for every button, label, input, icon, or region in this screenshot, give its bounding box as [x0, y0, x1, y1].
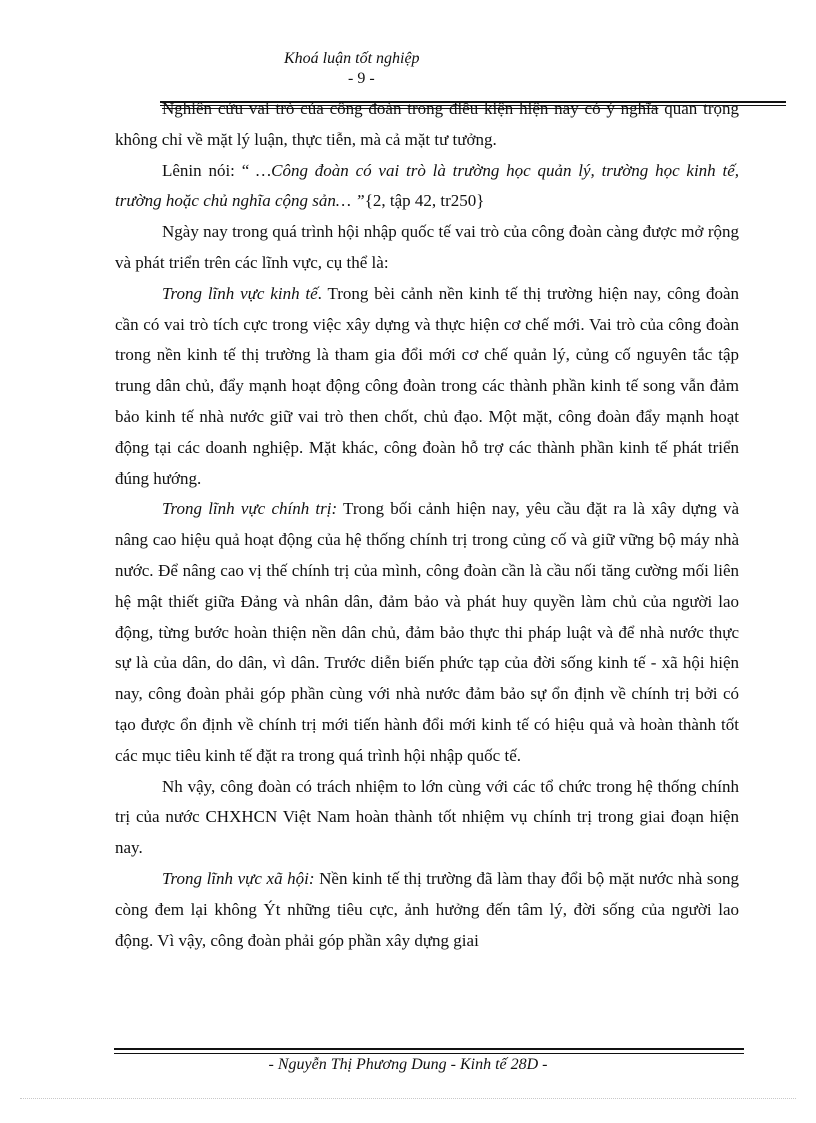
- economy-heading: Trong lĩnh vực kinh tế: [162, 283, 318, 303]
- paragraph-1-rest: quan trọng không chỉ về mặt lý luận, thực tiễn, mà cả mặt tư tưởng.: [115, 99, 739, 149]
- paragraph-3: Ngày nay trong quá trình hội nhập quốc tế vai trò của công đoàn càng được mở rộng và phát triển trên các lĩnh vực, cụ thể là:: [115, 222, 739, 272]
- citation-ref: {2, tập 42, tr250}: [364, 191, 485, 211]
- page-edge-dots: [20, 1098, 796, 1099]
- conclusion-fragment-b: vậy, công đoàn có trách nhiệm to lớn cùng với các tổ chức trong hệ thống chính trị của nước CHXHCN Việt: [115, 776, 739, 827]
- conclusion-fragment-d: hoàn thành tốt nhiệm vụ chính trị trong giai đoạn hiện nay.: [115, 807, 739, 858]
- body-text: [115, 94, 739, 956]
- paragraph-politics: [115, 494, 739, 771]
- footer-author: - Nguyễn Thị Phương Dung - Kinh tế 28D -: [268, 1056, 548, 1073]
- paragraph-2: [115, 156, 739, 218]
- politics-text: Trong bối cảnh hiện nay, yêu cầu đặt ra là xây dựng và nâng cao hiệu quả hoạt động của hệ thống chính trị trong củng cố và giữ vững bộ máy nhà nước. Để nâng cao vị thế chính trị của mình, công đoàn cần là cầu nối tăng cường mối liên hệ mật thiết giữa Đảng và nhân dân, đảm bảo và phát huy quyền làm chủ của người lao động, từng bước hoàn thiện nền dân chủ, đảm bảo thực thi pháp luật và để nhà nước thực sự là của dân, do dân, vì dân. Trước diễn biến phức tạp của đời sống kinh tế - xã hội hiện nay, công đoàn phải góp phần cùng với nhà nước đảm bảo sự ổn định về chính trị bởi có tạo được ổn định về chính trị mới tiến hành đổi mới kinh tế có hiệu quả và hoàn thành tốt các mục tiêu kinh tế đặt ra trong quá trình hội nhập quốc tế.: [115, 499, 739, 765]
- paragraph-1-struck: Nghiên cứu vai trò của công đoàn trong điều kiện hiện nay có ý nghĩa: [162, 99, 659, 118]
- paragraph-2-lead: Lênin nói: “: [162, 160, 257, 180]
- paragraph-1: [115, 94, 739, 156]
- politics-heading: Trong lĩnh vực chính trị:: [162, 499, 338, 519]
- header-title: Khoá luận tốt nghiệp: [284, 50, 420, 67]
- society-heading: Trong lĩnh vực xã hội:: [162, 868, 315, 888]
- conclusion-fragment-c: Nam: [316, 807, 350, 827]
- paragraph-economy: [115, 279, 739, 495]
- paragraph-society: [115, 864, 739, 956]
- conclusion-fragment-a: Nh: [162, 776, 183, 796]
- paragraph-conclusion: [115, 772, 739, 864]
- society-text: Nền kinh tế thị trường đã làm thay đổi bộ mặt nước nhà song còng đem lại không Ýt những tiêu cực, ảnh hưởng đến tâm lý, đời sống của người lao động. Vì vậy, công đoàn phải góp phần xây dựng giai: [115, 868, 739, 950]
- lenin-quote: …Công đoàn có vai trò là trường học quản lý, trường học kinh tế, trường hoặc chủ nghĩa cộng sản… ”: [115, 160, 739, 211]
- footer-rule: [114, 1048, 744, 1054]
- economy-text: . Trong bèi cảnh nền kinh tế thị trường hiện nay, công đoàn cần có vai trò tích cực trong việc xây dựng và thực hiện cơ chế mới. Vai trò của công đoàn trong nền kinh tế thị trường là tham gia đổi mới cơ chế quản lý, củng cố nguyên tắc tập trung dân chủ, đẩy mạnh hoạt động công đoàn trong các thành phần kinh tế song vẫn đảm bảo kinh tế nhà nước giữ vai trò then chốt, chủ đạo. Một mặt, công đoàn đẩy mạnh hoạt động tại các doanh nghiệp. Mặt khác, công đoàn hỗ trợ các thành phần kinh tế phát triển đúng hướng.: [115, 283, 739, 488]
- page-number: - 9 -: [348, 70, 375, 87]
